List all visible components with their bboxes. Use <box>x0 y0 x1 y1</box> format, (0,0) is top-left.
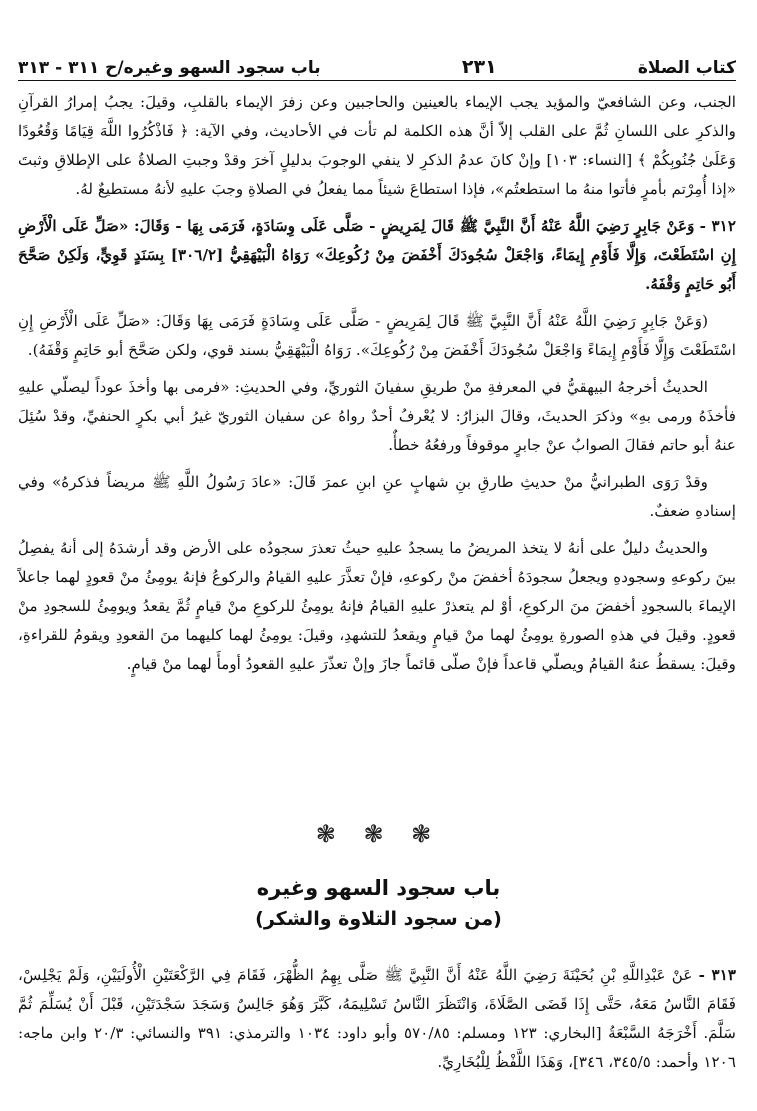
header-divider <box>18 80 736 81</box>
chapter-heading <box>0 872 757 934</box>
paragraph-ruling: والحديثُ دليلٌ على أنهُ لا يتخذ المريضُ ما يسجدُ عليهِ حيثُ تعذرَ سجودُه على الأرض وقد أرشدَهُ إلى أنهُ يفصِلُ بينَ ركوعهِ وسجودهِ ويجعلُ سجودَهُ أخفضَ منْ ركوعهِ، فإنْ تعذَّرَ عليهِ القيامُ والركوعُ فإنهُ يومِئُ منْ قعودٍ لهما جاعلاً الإيماءَ بالسجودِ أخفضَ منَ الركوعِ، أوْ لم يتعذرْ عليهِ القيامُ فإنهُ يومِئُ للركوعِ منْ قيامٍ ثُمَّ يقعدُ ويومِئُ للسجودِ منْ قعودٍ. وقيلَ في هذهِ الصورةِ يومِئُ لهما منْ قيامٍ ويقعدُ للتشهدِ، وقيلَ: يومِئُ لهما كليهما منَ القعودِ ويقومُ للقراءةِ، وقيلَ: يسقطُ عنهُ القيامُ ويصلّي قاعداً فإنْ صلّى قائماً جازَ وإنْ تعذّرَ عليهِ القعودُ أومأَ لهما منْ قيامٍ. <box>18 539 736 673</box>
paragraph-hadith-repeat: (وَعَنْ جَابِرٍ رَضِيَ اللَّهُ عَنْهُ أَنَّ النَّبِيَّ ﷺ قَالَ لِمَرِيضٍ - صَلَّى عَلَى وِسَادَةٍ فَرَمَى بِهَا وَقَالَ: «صَلِّ عَلَى الْأَرْضِ إِنِ اسْتَطَعْتَ وَإِلَّا فَأَوْمِ إِيمَاءً وَاجْعَلْ سُجُودَكَ أَخْفَضَ مِنْ رُكُوعِكَ». رَوَاهُ الْبَيْهَقِيُّ بسند قوي، ولكن صَحَّحَ أبو حَاتِمٍ وَقْفَهُ). <box>18 312 736 359</box>
page-number: ٢٣١ <box>461 56 497 78</box>
chapter-subtitle: (من سجود التلاوة والشكر) <box>255 908 502 930</box>
main-text <box>18 88 736 687</box>
running-header <box>18 44 736 78</box>
book-title: كتاب الصلاة <box>637 58 736 78</box>
hadith-number: ٣١٢ - <box>699 217 736 235</box>
chapter-title: باب سجود السهو وغيره <box>256 876 501 900</box>
chapter-reference: باب سجود السهو وغيره/ح ٣١١ - ٣١٣ <box>18 58 321 78</box>
section-separator: ❃ ❃ ❃ <box>315 820 442 848</box>
hadith-number: ٣١٣ - <box>698 966 737 985</box>
hadith-text: وَعَنْ جَابِرٍ رَضِيَ اللَّهُ عَنْهُ أَنَّ النَّبِيَّ ﷺ قَالَ لِمَرِيضٍ - صَلَّى عَلَى وِسَادَةٍ، فَرَمَى بِهَا - وَقَالَ: «صَلِّ عَلَى الْأَرْضِ إِنِ اسْتَطَعْتَ، وَإِلَّا فَأَوْمِ إِيمَاءً، وَاجْعَلْ سُجُودَكَ أَخْفَضَ مِنْ رُكُوعِكَ» رَوَاهُ الْبَيْهَقِيُّ [٣٠٦/٢] بِسَنَدٍ قَوِيٍّ، وَلَكِنْ صَحَّحَ أَبُو حَاتِمٍ وَقْفَهُ. <box>18 217 736 293</box>
paragraph-tabarani: وقدْ رَوَى الطبرانيُّ منْ حديثِ طارقِ بنِ شهابٍ عنِ ابنِ عمرَ قَالَ: «عادَ رَسُولُ اللَّهِ ﷺ مريضاً فذكرهُ» وفي إسنادهِ ضعفٌ. <box>18 473 736 520</box>
paragraph-commentary-intro: الجنب، وعن الشافعيّ والمؤيد يجب الإيماء بالعينين والحاجبين وعن زفرَ الإيماء بالقلبِ، وقيلَ: يجبُ إمرارُ القرآنِ والذكرِ على اللسانِ ثُمَّ على القلب إلاّ أنَّ هذه الكلمة لم تأت في الأحاديث، وفي الآية: ﴿ فَاذْكُرُوا اللَّهَ قِيَامًا وَقُعُودًا وَعَلَىٰ جُنُوبِكُمْ ﴾ [النساء: ١٠٣] وإنْ كانَ عدمُ الذكرِ لا ينفي الوجوبَ بدليلٍ آخرَ وقدْ وجبتِ الصلاةُ على الإطلاقِ وثبتَ «إذا أُمِرْتم بأمرٍ فأتوا منهُ ما استطعتُم»، فإذا استطاعَ شيئاً مما يفعلُ في الصلاةِ وجبَ عليهِ لأنهُ مستطيعٌ لهُ. <box>18 93 736 198</box>
paragraph-takhrij: الحديثُ أخرجهُ البيهقيُّ في المعرفةِ منْ طريقِ سفيانَ الثوريِّ، وفي الحديثِ: «فرمى بها وأخذَ عوداً ليصلّي عليهِ فأخذَهُ ورمى بهِ» وذكرَ الحديثَ، وقالَ البزارُ: لا يُعْرفُ أحدٌ رواهُ عن سفيان الثوريّ غيرُ أبي بكرٍ الحنفيِّ، وقدْ سُئِلَ عنهُ أبو حاتم فقالَ الصوابُ عنْ جابرٍ موقوفاً ورفعُهُ خطأٌ. <box>18 378 736 454</box>
hadith-312 <box>18 212 736 299</box>
hadith-313 <box>18 946 736 1092</box>
hadith-text: عَنْ عَبْدِاللَّهِ بْنِ بُحَيْنَةَ رَضِيَ اللَّهُ عَنْهُ أَنَّ النَّبِيَّ ﷺ صَلَّى بِهِمُ الظُّهْرَ، فَقَامَ فِي الرَّكْعَتَيْنِ الْأُولَيَيْنِ، وَلَمْ يَجْلِسْ، فَقَامَ النَّاسُ مَعَهُ، حَتَّى إِذَا قَضَى الصَّلَاةَ، وَانْتَظَرَ النَّاسُ تَسْلِيمَهُ، كَبَّرَ وَهُوَ جَالِسٌ وَسَجَدَ سَجْدَتَيْنِ، قَبْلَ أَنْ يُسَلِّمَ ثُمَّ سَلَّمَ. أَخْرَجَهُ السَّبْعَةُ [البخاري: ١٢٣ ومسلم: ٥٧٠/٨٥ وأبو داود: ١٠٣٤ والترمذي: ٣٩١ والنسائي: ٢٠/٣ وابن ماجه: ١٢٠٦ وأحمد: ٣٤٥/٥، ٣٤٦]، وَهَذَا اللَّفْظُ لِلْبُخَارِيِّ. <box>18 966 737 1072</box>
